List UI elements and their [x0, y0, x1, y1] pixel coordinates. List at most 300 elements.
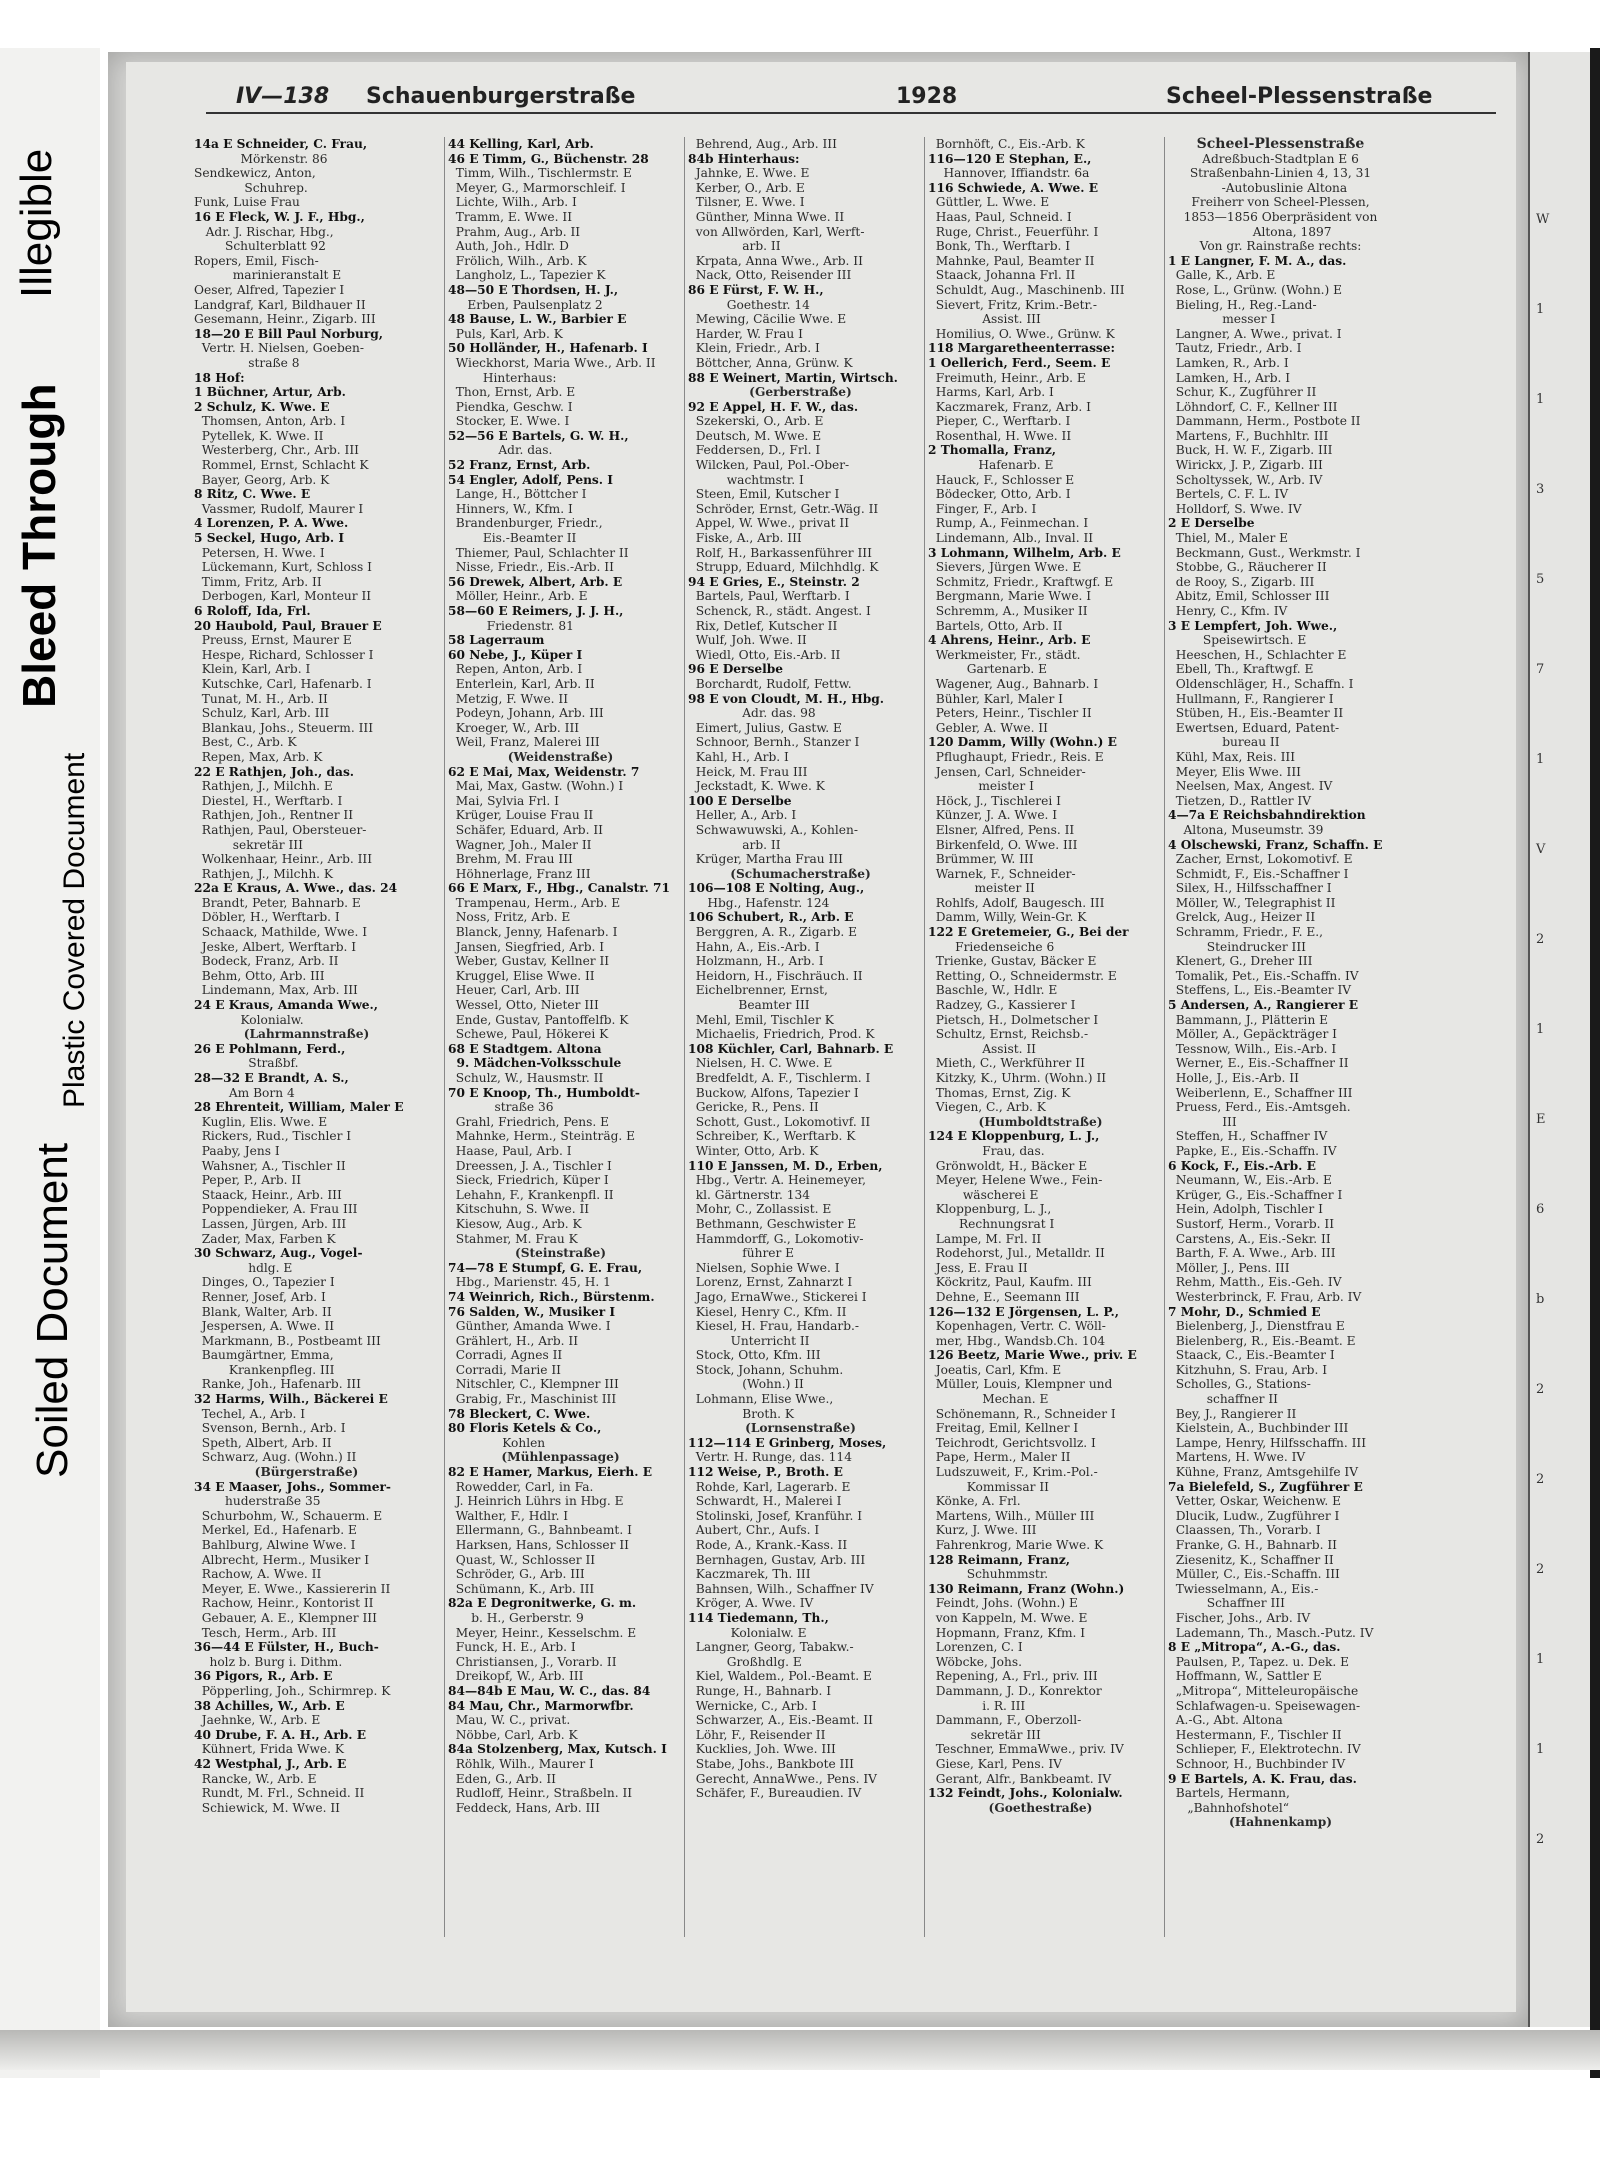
directory-entry: Bredfeldt, A. F., Tischlerm. I [688, 1071, 871, 1085]
directory-entry: Sievers, Jürgen Wwe. E [928, 560, 1082, 575]
directory-entry: 96 E Derselbe [688, 662, 784, 677]
directory-entry: Freitag, Emil, Kellner I [928, 1421, 1079, 1436]
adjacent-page-fragment: 5 [1536, 572, 1545, 587]
directory-entry: Bartels, Otto, Arb. II [928, 618, 1063, 633]
directory-entry: Lampe, M. Frl. II [928, 1231, 1042, 1246]
directory-entry: 126—132 E Jörgensen, L. P., [928, 1304, 1119, 1319]
directory-entry: Klenert, G., Dreher III [1168, 954, 1313, 969]
directory-entry: Funck, H. E., Arb. I [448, 1640, 576, 1655]
directory-entry: Bergmann, Marie Wwe. I [928, 589, 1092, 604]
directory-entry: Assist. II [928, 1041, 1036, 1056]
adjacent-page-fragment: 1 [1536, 1742, 1545, 1757]
directory-entry: Kruggel, Elise Wwe. II [448, 968, 595, 983]
directory-entry: wachtmstr. I [688, 472, 804, 487]
directory-entry: Feddeck, Hans, Arb. III [448, 1800, 600, 1815]
directory-entry: Joeatis, Carl, Kfm. E [928, 1362, 1062, 1377]
scanner-edge [1590, 48, 1600, 2078]
directory-entry: meister I [928, 779, 1034, 794]
page-header [206, 80, 1496, 114]
directory-entry: Corradi, Marie II [448, 1362, 561, 1377]
directory-entry: Fahrenkrog, Marie Wwe. K [928, 1538, 1104, 1552]
adjacent-page-fragment: b [1536, 1292, 1545, 1307]
directory-entry: Claassen, Th., Vorarb. I [1168, 1523, 1321, 1538]
directory-entry: marinieranstalt E [194, 268, 342, 283]
illegible-label: Illegible [12, 148, 61, 298]
directory-entry: Twiesselmann, A., Eis.- [1168, 1581, 1319, 1596]
directory-entry: Krankenpfleg. III [194, 1362, 335, 1377]
directory-entry: Steffens, L., Eis.-Beamter IV [1168, 983, 1352, 998]
directory-entry: Bertels, C. F. L. IV [1168, 487, 1289, 502]
directory-entry: Meyer, G., Marmorschleif. I [448, 180, 626, 195]
directory-entry: Ziesenitz, K., Schaffner II [1168, 1552, 1334, 1567]
directory-entry: Böttcher, Anna, Grünw. K [688, 355, 853, 370]
directory-entry: Köckritz, Paul, Kaufm. III [928, 1275, 1092, 1290]
directory-entry: 24 E Kraus, Amanda Wwe., [194, 998, 379, 1013]
directory-column-2 [448, 137, 673, 1937]
directory-entry: 58—60 E Reimers, J. J. H., [448, 604, 624, 618]
cross-street-heading: (Gerberstraße) [749, 385, 852, 400]
directory-entry: Henry, C., Kfm. IV [1168, 604, 1288, 618]
directory-entry: Hbg., Marienstr. 45, H. 1 [448, 1275, 611, 1290]
directory-entry: Nielsen, Sophie Wwe. I [688, 1260, 840, 1275]
directory-entry: Homilius, O. Wwe., Grünw. K [928, 326, 1115, 341]
adjacent-page-edge [1528, 52, 1592, 2027]
directory-entry: Martens, Wilh., Müller III [928, 1508, 1095, 1523]
directory-entry: 36 Pigors, R., Arb. E [194, 1669, 333, 1684]
directory-entry: 50 Holländer, H., Hafenarb. I [448, 341, 648, 356]
directory-entry: Schäfer, F., Bureaudien. IV [688, 1786, 862, 1801]
directory-entry: 84—84b E Mau, W. C., das. 84 [448, 1683, 651, 1698]
directory-entry: Jahnke, E. Wwe. E [688, 166, 810, 181]
directory-entry: Dreessen, J. A., Tischler I [448, 1158, 612, 1173]
directory-entry: Klein, Friedr., Arb. I [688, 341, 820, 356]
directory-entry: Mahnke, Paul, Beamter II [928, 253, 1095, 268]
directory-entry: Sievert, Fritz, Krim.-Betr.- [928, 297, 1097, 312]
directory-entry: Eden, G., Arb. II [448, 1771, 556, 1786]
directory-entry: Scheel-Plessenstraße [1196, 137, 1365, 152]
directory-entry: 122 E Gretemeier, G., Bei der [928, 925, 1129, 940]
directory-entry: Lorenzen, C. I [928, 1640, 1023, 1655]
directory-entry: Bartels, Paul, Werftarb. I [688, 589, 850, 604]
directory-entry: Sieck, Friedrich, Küper I [448, 1173, 609, 1188]
directory-entry: Unterricht II [688, 1333, 810, 1348]
directory-entry: 82a E Degronitwerke, G. m. [448, 1596, 637, 1611]
directory-entry: Zacher, Ernst, Lokomotivf. E [1168, 852, 1353, 867]
directory-entry: Noss, Fritz, Arb. E [448, 910, 571, 925]
directory-entry: Grählert, H., Arb. II [448, 1333, 579, 1348]
directory-entry: Heller, A., Arb. I [688, 808, 797, 823]
directory-entry: Mörkenstr. 86 [194, 151, 328, 166]
directory-entry: Westerberg, Chr., Arb. III [194, 443, 359, 458]
directory-entry: 106 Schubert, R., Arb. E [688, 910, 854, 925]
directory-entry: Bayer, Georg, Arb. K [194, 472, 330, 487]
directory-entry: Straßbf. [194, 1056, 299, 1071]
directory-entry: 120 Damm, Willy (Wohn.) E [928, 735, 1117, 750]
directory-entry: Kitzky, K., Uhrm. (Wohn.) II [928, 1071, 1107, 1085]
directory-entry: 2 Schulz, K. Wwe. E [194, 399, 330, 414]
directory-entry: Sustorf, Herm., Vorarb. II [1168, 1216, 1335, 1231]
directory-entry: 30 Schwarz, Aug., Vogel- [194, 1246, 363, 1261]
directory-entry: Grönwoldt, H., Bäcker E [928, 1158, 1088, 1173]
directory-entry: Timm, Fritz, Arb. II [194, 574, 322, 589]
directory-entry: 118 Margaretheenterrasse: [928, 341, 1116, 356]
directory-entry: 8 Ritz, C. Wwe. E [194, 487, 311, 502]
directory-entry: Bodeck, Franz, Arb. II [194, 954, 339, 969]
directory-entry: Adr. das. 98 [688, 706, 816, 721]
directory-entry: Werkmeister, Fr., städt. [928, 647, 1081, 662]
directory-entry: Röhlk, Wilh., Maurer I [448, 1756, 594, 1771]
header-left-street: Schauenburgerstraße [366, 84, 636, 109]
directory-entry: i. R. III [928, 1698, 1026, 1713]
directory-entry: 128 Reimann, Franz, [928, 1552, 1070, 1567]
directory-entry: Bonk, Th., Werftarb. I [928, 239, 1071, 254]
directory-entry: Wöbcke, Johs. [928, 1654, 1022, 1669]
directory-entry: III [1168, 1114, 1237, 1129]
directory-entry: Holzmann, H., Arb. I [688, 954, 824, 969]
directory-entry: Quast, W., Schlosser II [448, 1552, 596, 1567]
directory-entry: Rowedder, Carl, in Fa. [448, 1479, 594, 1494]
directory-entry: 106—108 E Nolting, Aug., [688, 881, 865, 896]
directory-entry: Tietzen, D., Rattler IV [1168, 793, 1312, 808]
directory-entry: 48—50 E Thordsen, H. J., [448, 282, 619, 297]
directory-entry: Jensen, Carl, Schneider- [928, 764, 1086, 779]
directory-entry: Bielenberg, J., Dienstfrau E [1168, 1319, 1345, 1334]
adjacent-page-fragment: 1 [1536, 392, 1545, 407]
directory-entry: Ruge, Christ., Feuerführ. I [928, 224, 1099, 239]
directory-entry: Güttler, L. Wwe. E [928, 195, 1050, 210]
directory-entry: Lademann, Th., Masch.-Putz. IV [1168, 1625, 1374, 1640]
directory-entry: Buck, H. W. F., Zigarb. III [1168, 443, 1333, 458]
directory-entry: Wagener, Aug., Bahnarb. I [928, 676, 1099, 691]
directory-entry: Schultz, Ernst, Reichsb.- [928, 1027, 1089, 1042]
directory-entry: Kutschke, Carl, Hafenarb. I [194, 676, 372, 691]
directory-entry: Podeyn, Johann, Arb. III [448, 706, 604, 721]
directory-entry: Adr. das. [448, 443, 553, 458]
directory-entry: Techel, A., Arb. I [194, 1406, 306, 1421]
directory-entry: Ende, Gustav, Pantoffelfb. K [448, 1012, 629, 1027]
directory-entry: Abitz, Emil, Schlosser III [1168, 589, 1330, 604]
directory-entry: Gerant, Alfr., Bankbeamt. IV [928, 1771, 1112, 1786]
adjacent-page-fragment: V [1536, 842, 1546, 857]
directory-entry: 80 Floris Ketels & Co., [448, 1421, 602, 1436]
directory-entry: 112 Weise, P., Broth. E [688, 1465, 843, 1480]
directory-entry: Schäfer, Eduard, Arb. II [448, 822, 603, 837]
directory-entry: Szekerski, O., Arb. E [688, 414, 824, 429]
directory-entry: Schönemann, R., Schneider I [928, 1406, 1116, 1421]
directory-entry: Carstens, A., Eis.-Sekr. II [1168, 1231, 1331, 1246]
directory-entry: 116—120 E Stephan, E., [928, 151, 1092, 166]
directory-entry: Schröder, Ernst, Getr.-Wäg. II [688, 501, 879, 516]
directory-entry: Freiherr von Scheel-Plessen, [1191, 195, 1370, 210]
directory-entry: Dehne, E., Seemann III [928, 1289, 1080, 1304]
directory-entry: Lassen, Jürgen, Arb. III [194, 1216, 347, 1231]
directory-entry: Von gr. Rainstraße rechts: [1199, 239, 1362, 254]
directory-entry: Kopenhagen, Vertr. C. Wöll- [928, 1319, 1106, 1334]
directory-entry: Pöpperling, Joh., Schirmrep. K [194, 1683, 391, 1698]
directory-entry: Buckow, Alfons, Tapezier I [688, 1085, 859, 1100]
directory-entry: Wulf, Joh. Wwe. II [688, 633, 807, 648]
directory-entry: Kerber, O., Arb. E [688, 180, 805, 195]
directory-entry: Harms, Karl, Arb. I [928, 385, 1054, 400]
directory-entry: Radzey, G., Kassierer I [928, 998, 1076, 1013]
directory-entry: Könke, A. Frl. [928, 1494, 1021, 1509]
directory-entry: Weil, Franz, Malerei III [448, 735, 600, 750]
directory-entry: Barth, F. A. Wwe., Arb. III [1168, 1246, 1336, 1261]
directory-entry: 40 Drube, F. A. H., Arb. E [194, 1727, 367, 1742]
directory-entry: Wolkenhaar, Heinr., Arb. III [194, 852, 373, 867]
directory-entry: Kolonialw. E [688, 1625, 807, 1640]
directory-entry: Rancke, W., Arb. E [194, 1771, 317, 1786]
directory-entry: Damm, Willy, Wein-Gr. K [928, 910, 1087, 925]
directory-entry: Beamter III [688, 998, 810, 1013]
directory-entry: Hbg., Hafenstr. 124 [688, 895, 830, 910]
directory-entry: Lamken, R., Arb. I [1168, 355, 1289, 370]
directory-entry: Schulz, Karl, Arb. III [194, 706, 330, 721]
directory-entry: Albrecht, Herm., Musiker I [194, 1552, 370, 1567]
directory-entry: Rix, Detlef, Kutscher II [688, 618, 838, 633]
directory-entry: Behm, Otto, Arb. III [194, 968, 325, 983]
directory-entry: schaffner II [1168, 1392, 1278, 1407]
directory-entry: Stolinski, Josef, Kranführ. I [688, 1508, 863, 1523]
directory-entry: Bartels, Hermann, [1168, 1786, 1290, 1801]
directory-entry: Möller, J., Pens. III [1168, 1260, 1290, 1275]
directory-entry: meister II [928, 881, 1035, 896]
directory-entry: Schaffner III [1168, 1596, 1285, 1611]
directory-entry: Am Born 4 [194, 1085, 295, 1100]
directory-entry: huderstraße 35 [194, 1494, 321, 1509]
directory-entry: Nisse, Friedr., Eis.-Arb. II [448, 560, 614, 575]
directory-entry: Lehahn, F., Krankenpfl. II [448, 1187, 614, 1202]
directory-entry: Peper, P., Arb. II [194, 1173, 302, 1188]
column-divider [924, 137, 925, 1937]
directory-entry: Schreiber, K., Werftarb. K [688, 1129, 856, 1144]
directory-entry: Lorenz, Ernst, Zahnarzt I [688, 1275, 853, 1290]
directory-column-3 [688, 137, 913, 1937]
directory-entry: Kitschuhn, S. Wwe. II [448, 1202, 590, 1217]
directory-entry: Bethmann, Geschwister E [688, 1216, 857, 1231]
directory-entry: Grabig, Fr., Maschinist III [448, 1392, 617, 1407]
directory-entry: Funk, Luise Frau [194, 195, 300, 210]
directory-entry: Schlafwagen-u. Speisewagen- [1168, 1698, 1361, 1713]
directory-entry: Meyer, Helene Wwe., Fein- [928, 1173, 1103, 1188]
directory-entry: Gesemann, Heinr., Zigarb. III [194, 312, 376, 327]
directory-entry: 70 E Knoop, Th., Humboldt- [448, 1085, 640, 1100]
directory-entry: Schenck, R., städt. Angest. I [688, 604, 871, 618]
directory-entry: Neelsen, Max, Angest. IV [1168, 779, 1333, 794]
directory-entry: Kielstein, A., Buchbinder III [1168, 1421, 1349, 1436]
directory-entry: Grahl, Friedrich, Pens. E [448, 1114, 610, 1129]
directory-entry: Rathjen, Paul, Obersteuer- [194, 822, 367, 837]
directory-entry: Dammann, J. D., Konrektor [928, 1683, 1102, 1698]
directory-entry: Fiske, A., Arb. III [688, 531, 802, 546]
directory-entry: Pape, Herm., Maler II [928, 1450, 1071, 1465]
cross-street-heading: (Mühlenpassage) [501, 1450, 620, 1465]
directory-entry: 94 E Gries, E., Steinstr. 2 [688, 574, 860, 589]
directory-entry: Haase, Paul, Arb. I [448, 1143, 572, 1158]
directory-entry: Jansen, Siegfried, Arb. I [448, 939, 605, 954]
directory-entry: Repen, Max, Arb. K [194, 749, 323, 764]
directory-entry: arb. II [688, 837, 781, 852]
directory-entry: Schwarz, Aug. (Wohn.) II [194, 1450, 357, 1465]
directory-entry: Altona, Museumstr. 39 [1168, 822, 1324, 837]
directory-entry: Dreikopf, W., Arb. III [448, 1669, 584, 1684]
directory-entry: 6 Kock, F., Eis.-Arb. E [1168, 1158, 1316, 1173]
directory-entry: Weber, Gustav, Kellner II [448, 954, 610, 969]
directory-entry: Brümmer, W. III [928, 852, 1034, 867]
directory-entry: Neumann, W., Eis.-Arb. E [1168, 1173, 1332, 1188]
directory-entry: Heidorn, H., Fischräuch. II [688, 968, 863, 983]
directory-entry: Nöbbe, Carl, Arb. K [448, 1727, 578, 1742]
directory-entry: Wirickx, J. P., Zigarb. III [1168, 458, 1323, 473]
directory-entry: Kröger, A. Wwe. IV [688, 1596, 814, 1611]
directory-entry: Derbogen, Karl, Monteur II [194, 589, 372, 604]
directory-entry: Lohmann, Elise Wwe., [688, 1392, 834, 1407]
directory-entry: Schwawuwski, A., Kohlen- [688, 822, 858, 837]
directory-entry: „Bahnhofshotel“ [1168, 1800, 1289, 1815]
directory-entry: Papke, E., Eis.-Schaffn. IV [1168, 1143, 1337, 1158]
directory-entry: Kühne, Franz, Amtsgehilfe IV [1168, 1465, 1359, 1480]
plastic-covered-label: Plastic Covered Document [58, 752, 91, 1108]
directory-entry: Stahmer, M. Frau K [448, 1231, 578, 1246]
directory-entry: 78 Bleckert, C. Wwe. [448, 1406, 591, 1421]
soiled-document-label: Soiled Document [28, 1142, 77, 1478]
directory-entry: Frölich, Wilh., Arb. K [448, 253, 587, 268]
directory-entry: Hein, Adolph, Tischler I [1168, 1202, 1323, 1217]
directory-entry: Rathjen, J., Milchh. K [194, 866, 334, 881]
directory-entry: Retting, O., Schneidermstr. E [928, 968, 1117, 983]
directory-entry: arb. II [688, 239, 781, 254]
directory-entry: 100 E Derselbe [688, 793, 792, 808]
directory-entry: Borchardt, Rudolf, Fettw. [688, 676, 852, 691]
directory-entry: Meyer, Elis Wwe. III [1168, 764, 1301, 779]
directory-entry: Ranke, Joh., Hafenarb. III [194, 1377, 361, 1392]
directory-column-1 [194, 137, 419, 1937]
directory-entry: 62 E Mai, Max, Weidenstr. 7 [448, 764, 640, 779]
directory-entry: 22a E Kraus, A. Wwe., das. 24 [194, 881, 398, 896]
directory-entry: Stocker, E. Wwe. I [448, 414, 570, 429]
directory-entry: Metzig, F. Wwe. II [448, 691, 569, 706]
directory-entry: Steffen, H., Schaffner IV [1168, 1129, 1328, 1144]
directory-entry: Strupp, Eduard, Milchhdlg. K [688, 560, 879, 575]
directory-column-5 [1168, 137, 1393, 1937]
directory-entry: Hammdorff, G., Lokomotiv- [688, 1231, 864, 1246]
directory-entry: sekretär III [194, 837, 303, 852]
directory-entry: Friedenseiche 6 [928, 939, 1055, 954]
directory-entry: Repen, Anton, Arb. I [448, 662, 583, 677]
directory-entry: Thomsen, Anton, Arb. I [194, 414, 346, 429]
directory-entry: Rachow, Heinr., Kontorist II [194, 1596, 374, 1611]
directory-entry: Adr. J. Rischar, Hbg., [194, 224, 334, 239]
directory-entry: Grelck, Aug., Heizer II [1168, 910, 1316, 925]
directory-column-4 [928, 137, 1153, 1937]
directory-entry: Bornhöft, C., Eis.-Arb. K [928, 137, 1085, 151]
directory-entry: Kloppenburg, L. J., [928, 1202, 1052, 1217]
directory-entry: Oldenschläger, H., Schaffn. I [1168, 676, 1354, 691]
directory-entry: 114 Tiedemann, Th., [688, 1610, 829, 1625]
directory-entry: kl. Gärtnerstr. 134 [688, 1187, 811, 1202]
directory-entry: Sendkewicz, Anton, [194, 166, 316, 181]
directory-entry: Pruess, Ferd., Eis.-Amtsgeh. [1168, 1100, 1351, 1115]
directory-entry: 5 Seckel, Hugo, Arb. I [194, 531, 345, 546]
directory-entry: Lichte, Wilh., Arb. I [448, 195, 577, 210]
directory-entry: Höck, J., Tischlerei I [928, 793, 1061, 808]
directory-entry: b. H., Gerberstr. 9 [448, 1610, 584, 1625]
directory-entry: Steindrucker III [1168, 939, 1306, 954]
directory-entry: Schümann, K., Arb. III [448, 1581, 595, 1596]
directory-entry: 38 Achilles, W., Arb. E [194, 1698, 345, 1713]
directory-entry: Langholz, L., Tapezier K [448, 268, 606, 283]
directory-entry: Jespersen, A. Wwe. II [194, 1319, 335, 1334]
directory-entry: Ewertsen, Eduard, Patent- [1168, 720, 1340, 735]
directory-entry: Heick, M. Frau III [688, 764, 808, 779]
directory-entry: Vassmer, Rudolf, Maurer I [194, 501, 364, 516]
directory-entry: Rohde, Karl, Lagerarb. E [688, 1479, 851, 1494]
directory-entry: 58 Lagerraum [448, 633, 545, 648]
directory-entry: Werner, E., Eis.-Schaffner II [1168, 1056, 1349, 1071]
adjacent-page-fragment: E [1536, 1112, 1546, 1127]
directory-entry: Kucklies, Joh. Wwe. III [688, 1742, 836, 1757]
directory-entry: Pytellek, K. Wwe. II [194, 428, 324, 443]
directory-entry: 7a Bielefeld, S., Zugführer E [1168, 1479, 1363, 1494]
directory-entry: Blanck, Jenny, Hafenarb. I [448, 925, 618, 940]
directory-entry: Winter, Otto, Arb. K [688, 1143, 819, 1158]
directory-entry: Rehm, Matth., Eis.-Geh. IV [1168, 1275, 1342, 1290]
directory-entry: Schmitz, Friedr., Kraftwgf. E [928, 574, 1114, 589]
directory-entry: Speisewirtsch. E [1168, 633, 1307, 648]
directory-entry: 9. Mädchen-Volksschule [448, 1056, 622, 1071]
directory-entry: 9 E Bartels, A. K. Frau, das. [1168, 1771, 1357, 1786]
column-divider [1164, 137, 1165, 1937]
directory-entry: führer E [688, 1246, 795, 1261]
directory-entry: Möller, W., Telegraphist II [1168, 895, 1336, 910]
directory-entry: Stüben, H., Eis.-Beamter II [1168, 706, 1344, 721]
cross-street-heading: (Weidenstraße) [507, 749, 614, 764]
directory-entry: Tesch, Herm., Arb. III [194, 1625, 337, 1640]
directory-entry: Möller, A., Gepäckträger I [1168, 1027, 1337, 1042]
directory-entry: 44 Kelling, Karl, Arb. [448, 137, 594, 151]
directory-entry: von Kappeln, M. Wwe. E [928, 1610, 1088, 1625]
directory-entry: Jaehnke, W., Arb. E [194, 1713, 321, 1728]
directory-entry: 82 E Hamer, Markus, Eierh. E [448, 1465, 653, 1480]
directory-entry: Dammann, F., Oberzoll- [928, 1713, 1082, 1728]
directory-entry: Finger, F., Arb. I [928, 501, 1037, 516]
directory-entry: Gebauer, A. E., Klempner III [194, 1610, 377, 1625]
adjacent-page-fragment: W [1536, 212, 1550, 227]
directory-entry: Schmidt, F., Eis.-Schaffner I [1168, 866, 1349, 881]
directory-entry: 3 Lohmann, Wilhelm, Arb. E [928, 545, 1121, 560]
directory-entry: Berggren, A. R., Zigarb. E [688, 925, 858, 940]
directory-entry: Paulsen, P., Tapez. u. Dek. E [1168, 1654, 1350, 1669]
adjacent-page-fragment: 1 [1536, 302, 1545, 317]
adjacent-page-fragment: 7 [1536, 662, 1545, 677]
directory-entry: Schlieper, F., Elektrotechn. IV [1168, 1742, 1361, 1757]
directory-entry: Krpata, Anna Wwe., Arb. II [688, 253, 863, 268]
directory-entry: 84 Mau, Chr., Marmorwfbr. [448, 1698, 634, 1713]
directory-entry: Schuhmmstr. [928, 1567, 1049, 1582]
directory-entry: Haas, Paul, Schneid. I [928, 209, 1072, 224]
directory-entry: Löhndorf, C. F., Kellner III [1168, 399, 1338, 414]
directory-entry: Schulterblatt 92 [194, 239, 326, 254]
directory-entry: Rodehorst, Jul., Metalldr. II [928, 1246, 1105, 1261]
directory-entry: wäscherei E [928, 1187, 1039, 1202]
directory-entry: Schnoor, H., Buchbinder IV [1168, 1756, 1346, 1771]
directory-entry: Bernhagen, Gustav, Arb. III [688, 1552, 866, 1567]
directory-entry: 74—78 E Stumpf, G. E. Frau, [448, 1260, 643, 1275]
directory-entry: Mechan. E [928, 1392, 1049, 1407]
adjacent-page-fragment: 2 [1536, 1562, 1545, 1577]
directory-entry: 56 Drewek, Albert, Arb. E [448, 574, 623, 589]
directory-entry: Krüger, G., Eis.-Schaffner I [1168, 1187, 1343, 1202]
